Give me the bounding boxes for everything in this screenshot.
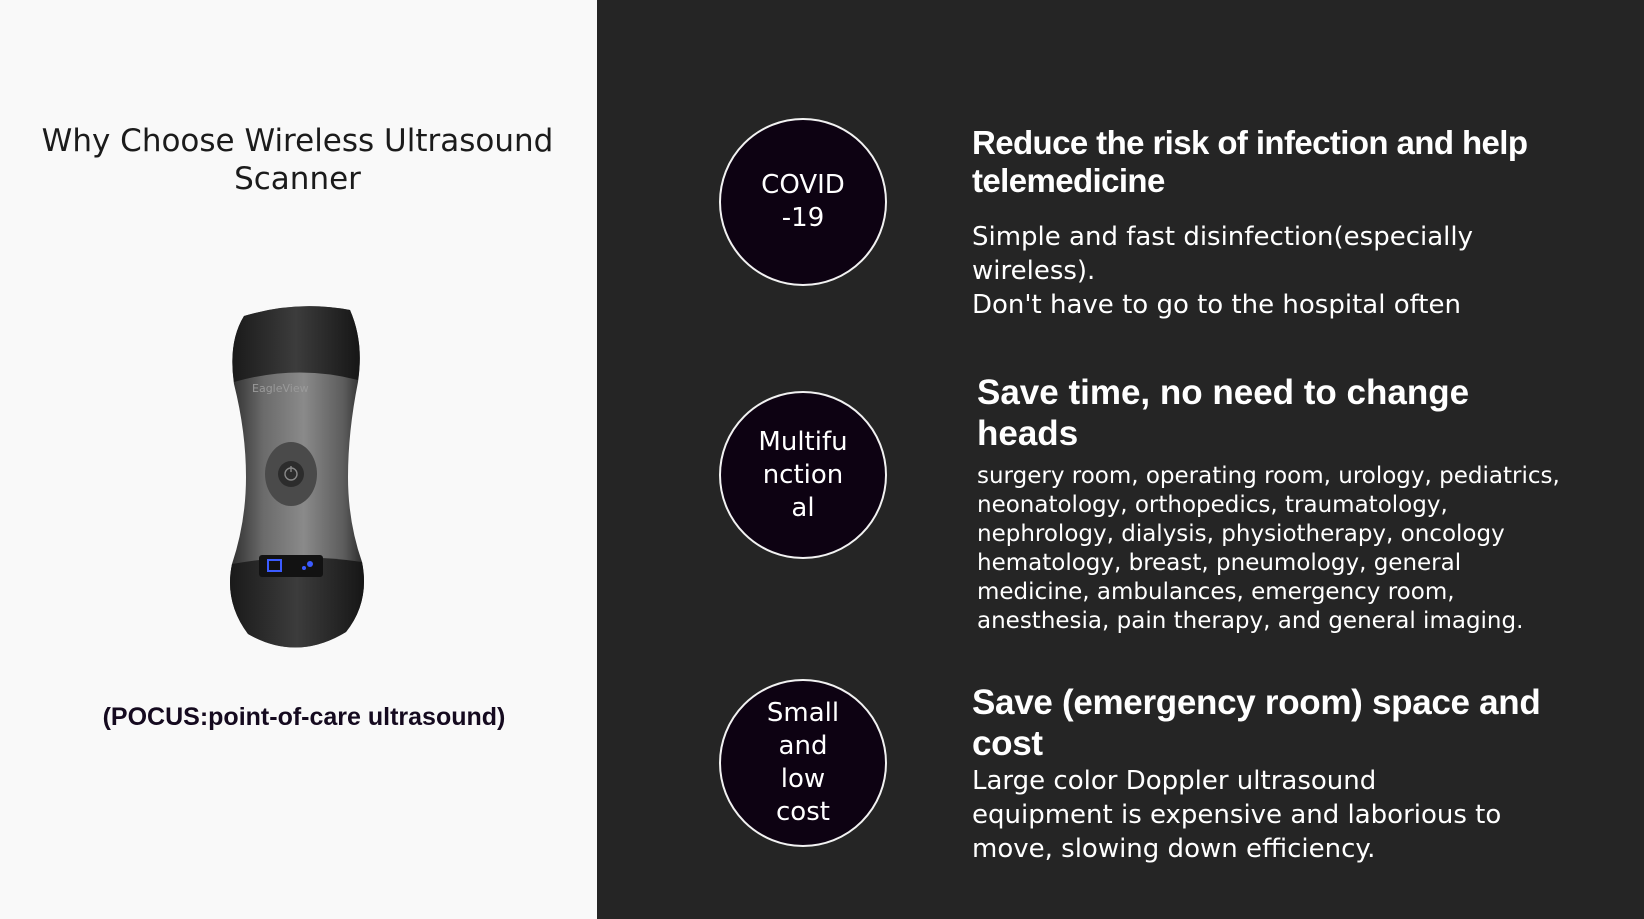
covid-badge-circle <box>719 118 887 286</box>
low-cost-badge-circle <box>719 679 887 847</box>
feature-heading: Save (emergency room) space and cost <box>972 683 1541 763</box>
multifunctional-badge-circle <box>719 391 887 559</box>
feature-heading: Save time, no need to change heads <box>977 373 1470 453</box>
feature-save-space <box>972 682 1612 866</box>
covid-badge-label: COVID -19 <box>761 170 845 233</box>
feature-body: Large color Doppler ultrasound equipment is expensive and laborious to move, slowing down efficiency. <box>972 766 1502 864</box>
slide-title: Why Choose Wireless Ultrasound Scanner <box>41 123 554 197</box>
device-brand-label: EagleView <box>252 382 309 395</box>
wireless-ultrasound-scanner-image <box>222 302 372 650</box>
pocus-caption: (POCUS:point-of-care ultrasound) <box>102 703 506 731</box>
low-cost-badge-label: Small and low cost <box>766 698 840 827</box>
feature-infection-risk <box>972 124 1612 322</box>
feature-body-line: Don't have to go to the hospital often <box>972 290 1461 320</box>
left-panel <box>0 0 597 919</box>
multifunctional-badge-label: Multifu nction al <box>758 426 848 523</box>
feature-body-line: Simple and fast disinfection(especially wireless). <box>972 222 1474 286</box>
feature-heading: Reduce the risk of infection and help telemedicine <box>972 124 1528 199</box>
feature-body: surgery room, operating room, urology, pediatrics, neonatology, orthopedics, traumatology, nephrology, dialysis, physiotherapy, oncology hematology, breast, pneumology, general medicine, ambulances, emergency room, anesthesia, pain therapy, and general imaging. <box>977 463 1560 634</box>
feature-body <box>972 220 1532 322</box>
feature-save-time <box>977 372 1577 636</box>
